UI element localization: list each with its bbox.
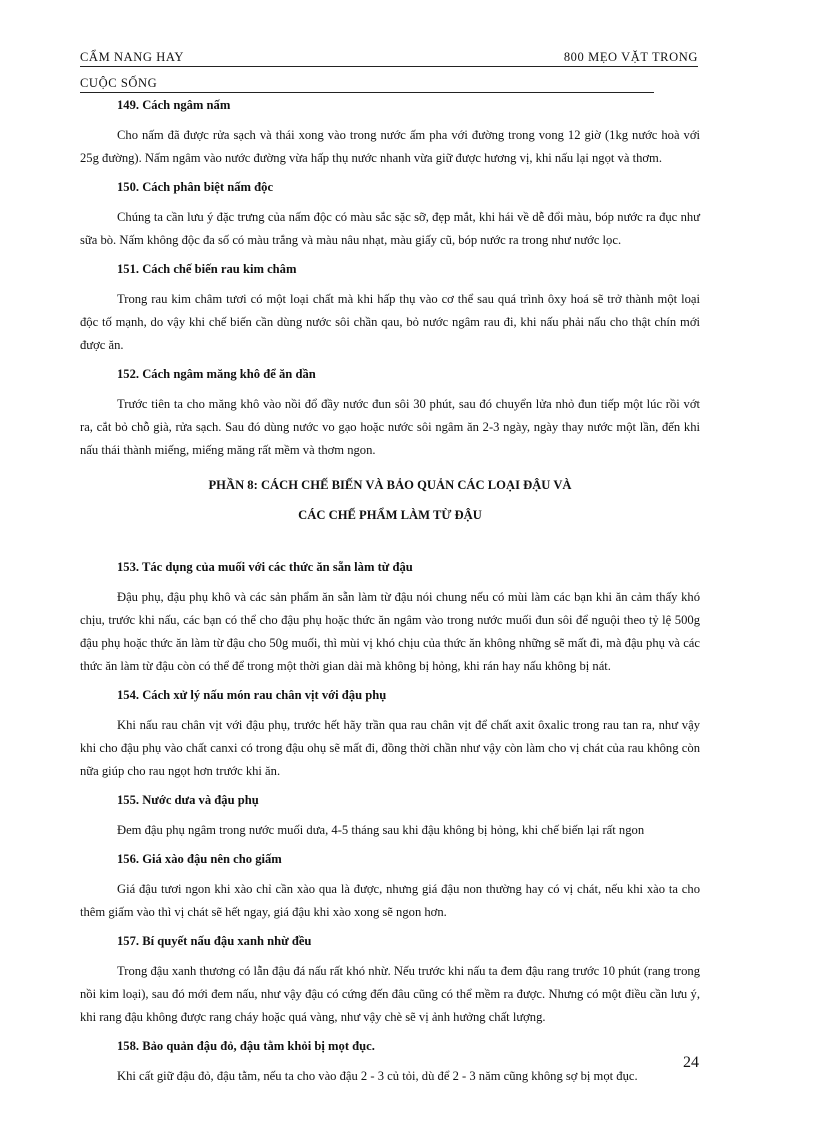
header-left-line2: CUỘC SỐNG: [80, 76, 158, 90]
part-title: [80, 470, 700, 530]
section-heading: 149. Cách ngâm nấm: [117, 98, 231, 112]
section-paragraph: Giá đậu tươi ngon khi xào chỉ cần xào qua là được, nhưng giá đậu non thường hay có vị chát, nếu khi xào ta cho thêm giấm vào thì vị chát sẽ hết ngay, giá đậu khi xào xong sẽ ngon hơn.: [80, 882, 700, 919]
section-paragraph: Khi cất giữ đậu đỏ, đậu tằm, nếu ta cho vào đậu 2 - 3 củ tỏi, dù để 2 - 3 năm cũng không sợ bị mọt đục.: [117, 1069, 638, 1083]
section-heading: 155. Nước dưa và đậu phụ: [117, 793, 259, 807]
section-paragraph: Trước tiên ta cho măng khô vào nồi đổ đầy nước đun sôi 30 phút, sau đó chuyển lửa nhỏ đun tiếp một lúc rồi vớt ra, cắt bỏ chỗ già, rửa sạch. Sau đó dùng nước vo gạo hoặc nước sôi ngâm ăn 2-3 ngày, ngày thay nước một lần, đến khi nấu thái thành miếng, miếng măng rất mềm và thơm ngon.: [80, 397, 700, 457]
section-heading: 154. Cách xử lý nấu món rau chân vịt với đậu phụ: [117, 688, 387, 702]
section-heading: 157. Bí quyết nấu đậu xanh nhừ đều: [117, 934, 312, 948]
page-header: [80, 50, 698, 93]
section-heading: 151. Cách chế biến rau kim châm: [117, 262, 297, 276]
section-heading: 153. Tác dụng của muối với các thức ăn sẵn làm từ đậu: [117, 560, 413, 574]
header-line-2: [80, 76, 654, 93]
section-paragraph: Đem đậu phụ ngâm trong nước muối dưa, 4-5 tháng sau khi đậu không bị hỏng, khi chế biến lại rất ngon: [117, 823, 645, 837]
section-paragraph: Trong đậu xanh thương có lẫn đậu đá nấu rất khó nhừ. Nếu trước khi nấu ta đem đậu rang trước 10 phút (rang trong nồi kim loại), sau đó mới đem nấu, như vậy đậu có cứng đến đâu cũng có thể mềm ra được. Nhưng có một điều cần lưu ý, khi rang đậu không được rang cháy hoặc quá vàng, như vậy chè sẽ vị ảnh hưởng chất lượng.: [80, 964, 700, 1024]
header-right: 800 MẸO VẶT TRONG: [563, 50, 698, 64]
section-heading: 150. Cách phân biệt nấm độc: [117, 180, 274, 194]
part-title-line2: CÁC CHẾ PHẨM LÀM TỪ ĐẬU: [298, 508, 482, 522]
section-paragraph: Đậu phụ, đậu phụ khô và các sản phẩm ăn sẵn làm từ đậu nói chung nếu có mùi làm các bạn khi ăn cảm thấy khó chịu, trước khi nấu, các bạn có thể cho đậu phụ hoặc thức ăn ngâm vào trong nước muối đun sôi để nguội theo tỷ lệ 500g đậu phụ hoặc thức ăn làm từ đậu cho 50g muối, thì mùi vị khó chịu của thức ăn không những sẽ mất đi, mà đậu phụ và các thức ăn làm từ đậu còn có thể để trong một thời gian dài mà không bị hỏng, khi rán hay nấu không bị nát.: [80, 590, 700, 673]
section-paragraph: Trong rau kim châm tươi có một loại chất mà khi hấp thụ vào cơ thể sau quá trình ôxy hoá sẽ trở thành một loại độc tố mạnh, do vậy khi chế biến cần dùng nước sôi chần qau, bỏ nước ngâm rau đi, khi nấu phải nấu cho thật chín mới được ăn.: [80, 292, 700, 352]
section-heading: 152. Cách ngâm măng khô để ăn dần: [117, 367, 316, 381]
page-content: [80, 94, 700, 1094]
section-heading: 158. Bảo quản đậu đỏ, đậu tằm khỏi bị mọt đục.: [117, 1039, 375, 1053]
part-title-line1: PHẦN 8: CÁCH CHẾ BIẾN VÀ BẢO QUẢN CÁC LOẠI ĐẬU VÀ: [208, 478, 572, 492]
section-paragraph: Chúng ta cần lưu ý đặc trưng của nấm độc có màu sắc sặc sỡ, đẹp mắt, khi hái về dễ đổi màu, bóp nước ra đục như sữa bò. Nấm không độc đa số có màu trắng và màu nâu nhạt, màu giấy cũ, bóp nước ra trong như nước lọc.: [80, 210, 700, 247]
section-paragraph: Cho nấm đã được rửa sạch và thái xong vào trong nước ấm pha với đường trong vong 12 giờ (1kg nước hoà với 25g đường). Nấm ngâm vào nước đường vừa hấp thụ nước nhanh vừa giữ được hương vị, khi nấu lại ngọt và thơm.: [80, 128, 700, 165]
header-left: CẨM NANG HAY: [80, 50, 184, 64]
header-line: [80, 50, 698, 67]
section-paragraph: Khi nấu rau chân vịt với đậu phụ, trước hết hãy trần qua rau chân vịt để chất axit ôxalic trong rau tan ra, như vậy khi cho đậu phụ vào chất canxi có trong đậu ohụ sẽ mất đi, đồng thời chần như vậy còn làm cho vị chát của rau không còn nữa giúp cho rau ngọt hơn trước khi ăn.: [80, 718, 700, 778]
page-number: 24: [683, 1054, 699, 1071]
section-heading: 156. Giá xào đậu nên cho giấm: [117, 852, 282, 866]
